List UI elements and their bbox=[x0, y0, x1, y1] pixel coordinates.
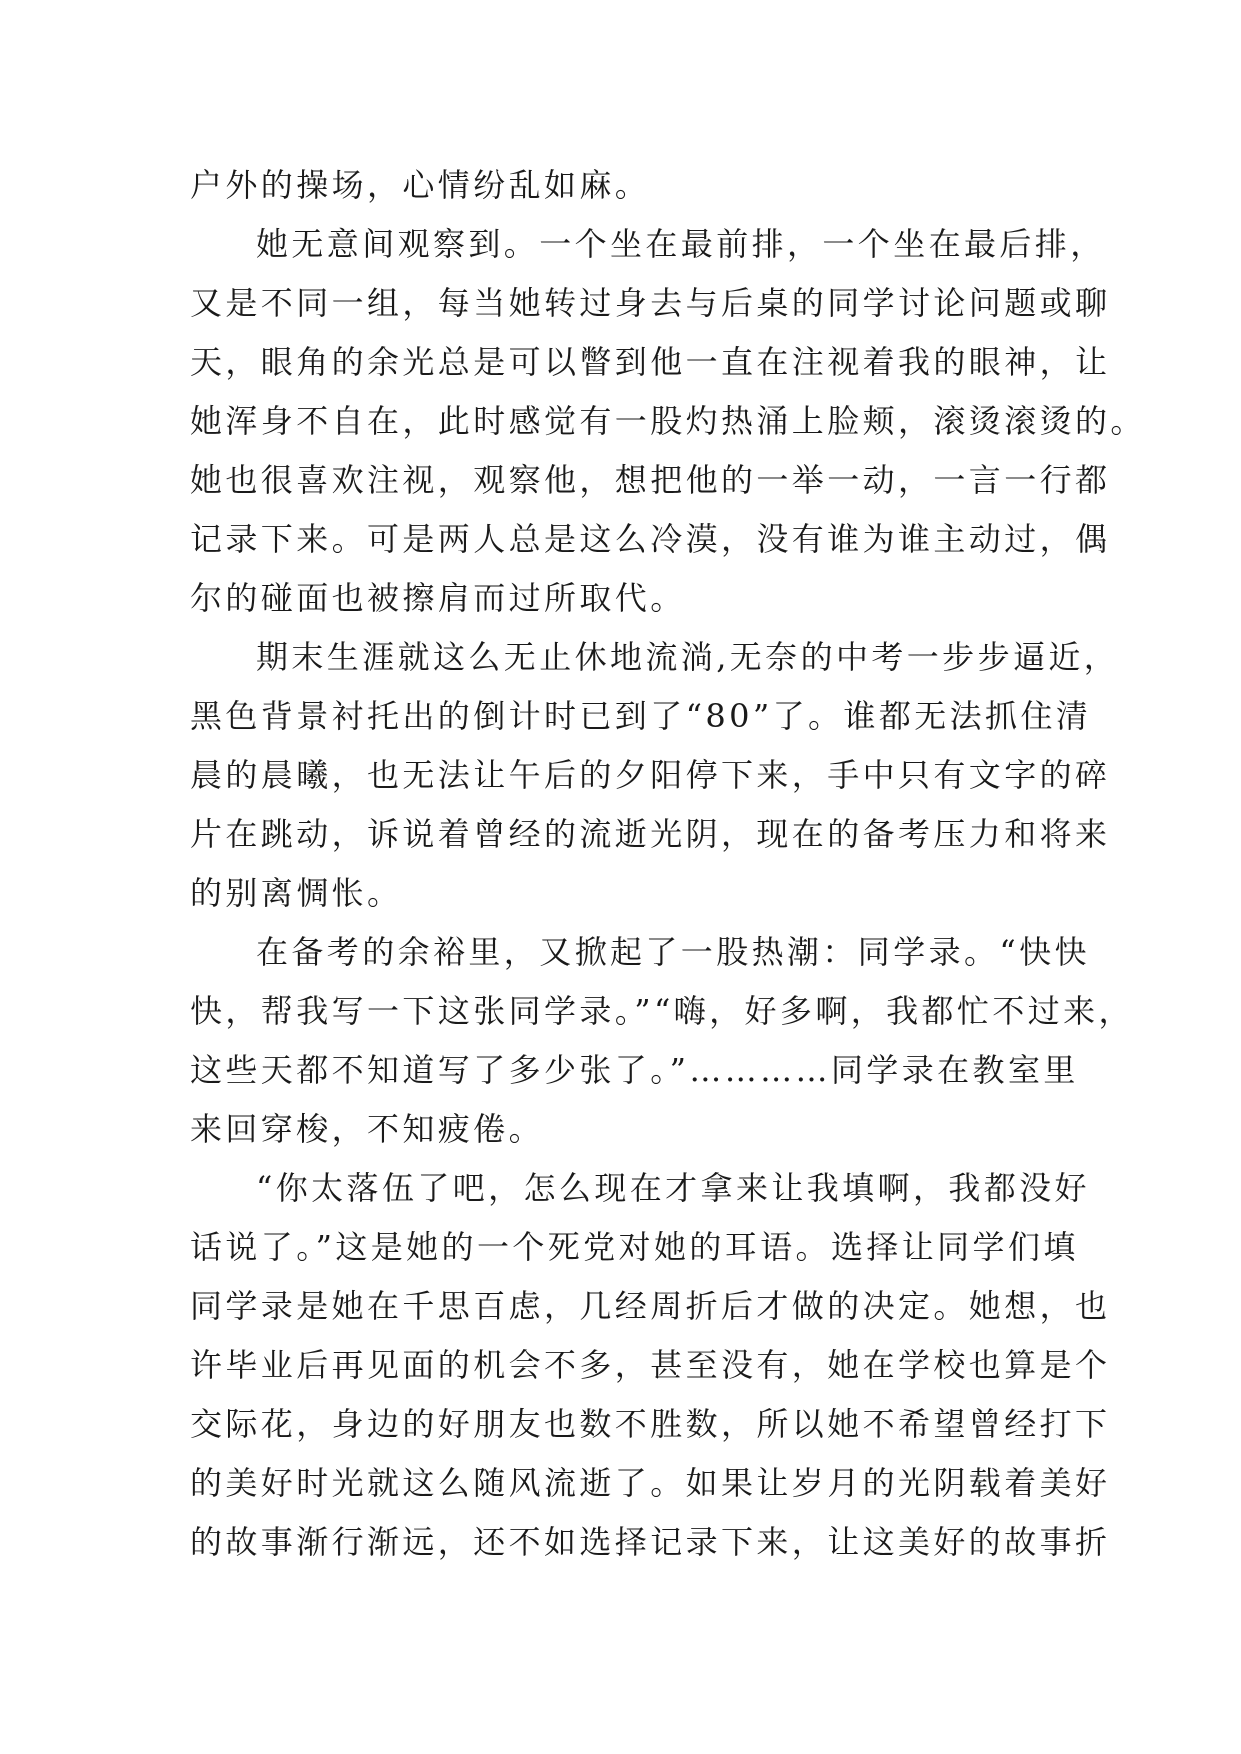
text-line: 期末生涯就这么无止休地流淌,无奈的中考一步步逼近， bbox=[256, 638, 1120, 676]
text-line: 这些天都不知道写了多少张了。”…………同学录在教室里 bbox=[190, 1051, 1079, 1089]
text-line: 又是不同一组，每当她转过身去与后桌的同学讨论问题或聊 bbox=[190, 284, 1111, 322]
text-line: 她浑身不自在，此时感觉有一股灼热涌上脸颊，滚烫滚烫的。 bbox=[190, 402, 1146, 440]
text-line: 许毕业后再见面的机会不多，甚至没有，她在学校也算是个 bbox=[190, 1346, 1111, 1384]
text-line: 话说了。”这是她的一个死党对她的耳语。选择让同学们填 bbox=[190, 1228, 1079, 1266]
text-line: 户外的操场，心情纷乱如麻。 bbox=[190, 166, 651, 204]
text-line: 的别离惆怅。 bbox=[190, 874, 403, 912]
text-line: 黑色背景衬托出的倒计时已到了“80”了。谁都无法抓住清 bbox=[190, 697, 1092, 735]
text-line: 的美好时光就这么随风流逝了。如果让岁月的光阴载着美好 bbox=[190, 1464, 1111, 1502]
text-line: “你太落伍了吧，怎么现在才拿来让我填啊，我都没好 bbox=[256, 1169, 1090, 1207]
text-line: 她也很喜欢注视，观察他，想把他的一举一动，一言一行都 bbox=[190, 461, 1111, 499]
text-line: 记录下来。可是两人总是这么冷漠，没有谁为谁主动过，偶 bbox=[190, 520, 1111, 558]
text-line: 她无意间观察到。一个坐在最前排，一个坐在最后排， bbox=[256, 225, 1106, 263]
text-line: 的故事渐行渐远，还不如选择记录下来，让这美好的故事折 bbox=[190, 1523, 1111, 1561]
text-line: 同学录是她在千思百虑，几经周折后才做的决定。她想，也 bbox=[190, 1287, 1111, 1325]
text-line: 尔的碰面也被擦肩而过所取代。 bbox=[190, 579, 686, 617]
text-line: 片在跳动，诉说着曾经的流逝光阴，现在的备考压力和将来 bbox=[190, 815, 1111, 853]
body-text bbox=[190, 156, 1146, 1572]
text-line: 在备考的余裕里，又掀起了一股热潮：同学录。“快快 bbox=[256, 933, 1090, 971]
text-line: 天，眼角的余光总是可以瞥到他一直在注视着我的眼神，让 bbox=[190, 343, 1111, 381]
text-line: 快，帮我写一下这张同学录。”“嗨，好多啊，我都忙不过来， bbox=[190, 992, 1134, 1030]
text-line: 来回穿梭，不知疲倦。 bbox=[190, 1110, 545, 1148]
text-line: 晨的晨曦，也无法让午后的夕阳停下来，手中只有文字的碎 bbox=[190, 756, 1111, 794]
text-line: 交际花，身边的好朋友也数不胜数，所以她不希望曾经打下 bbox=[190, 1405, 1111, 1443]
